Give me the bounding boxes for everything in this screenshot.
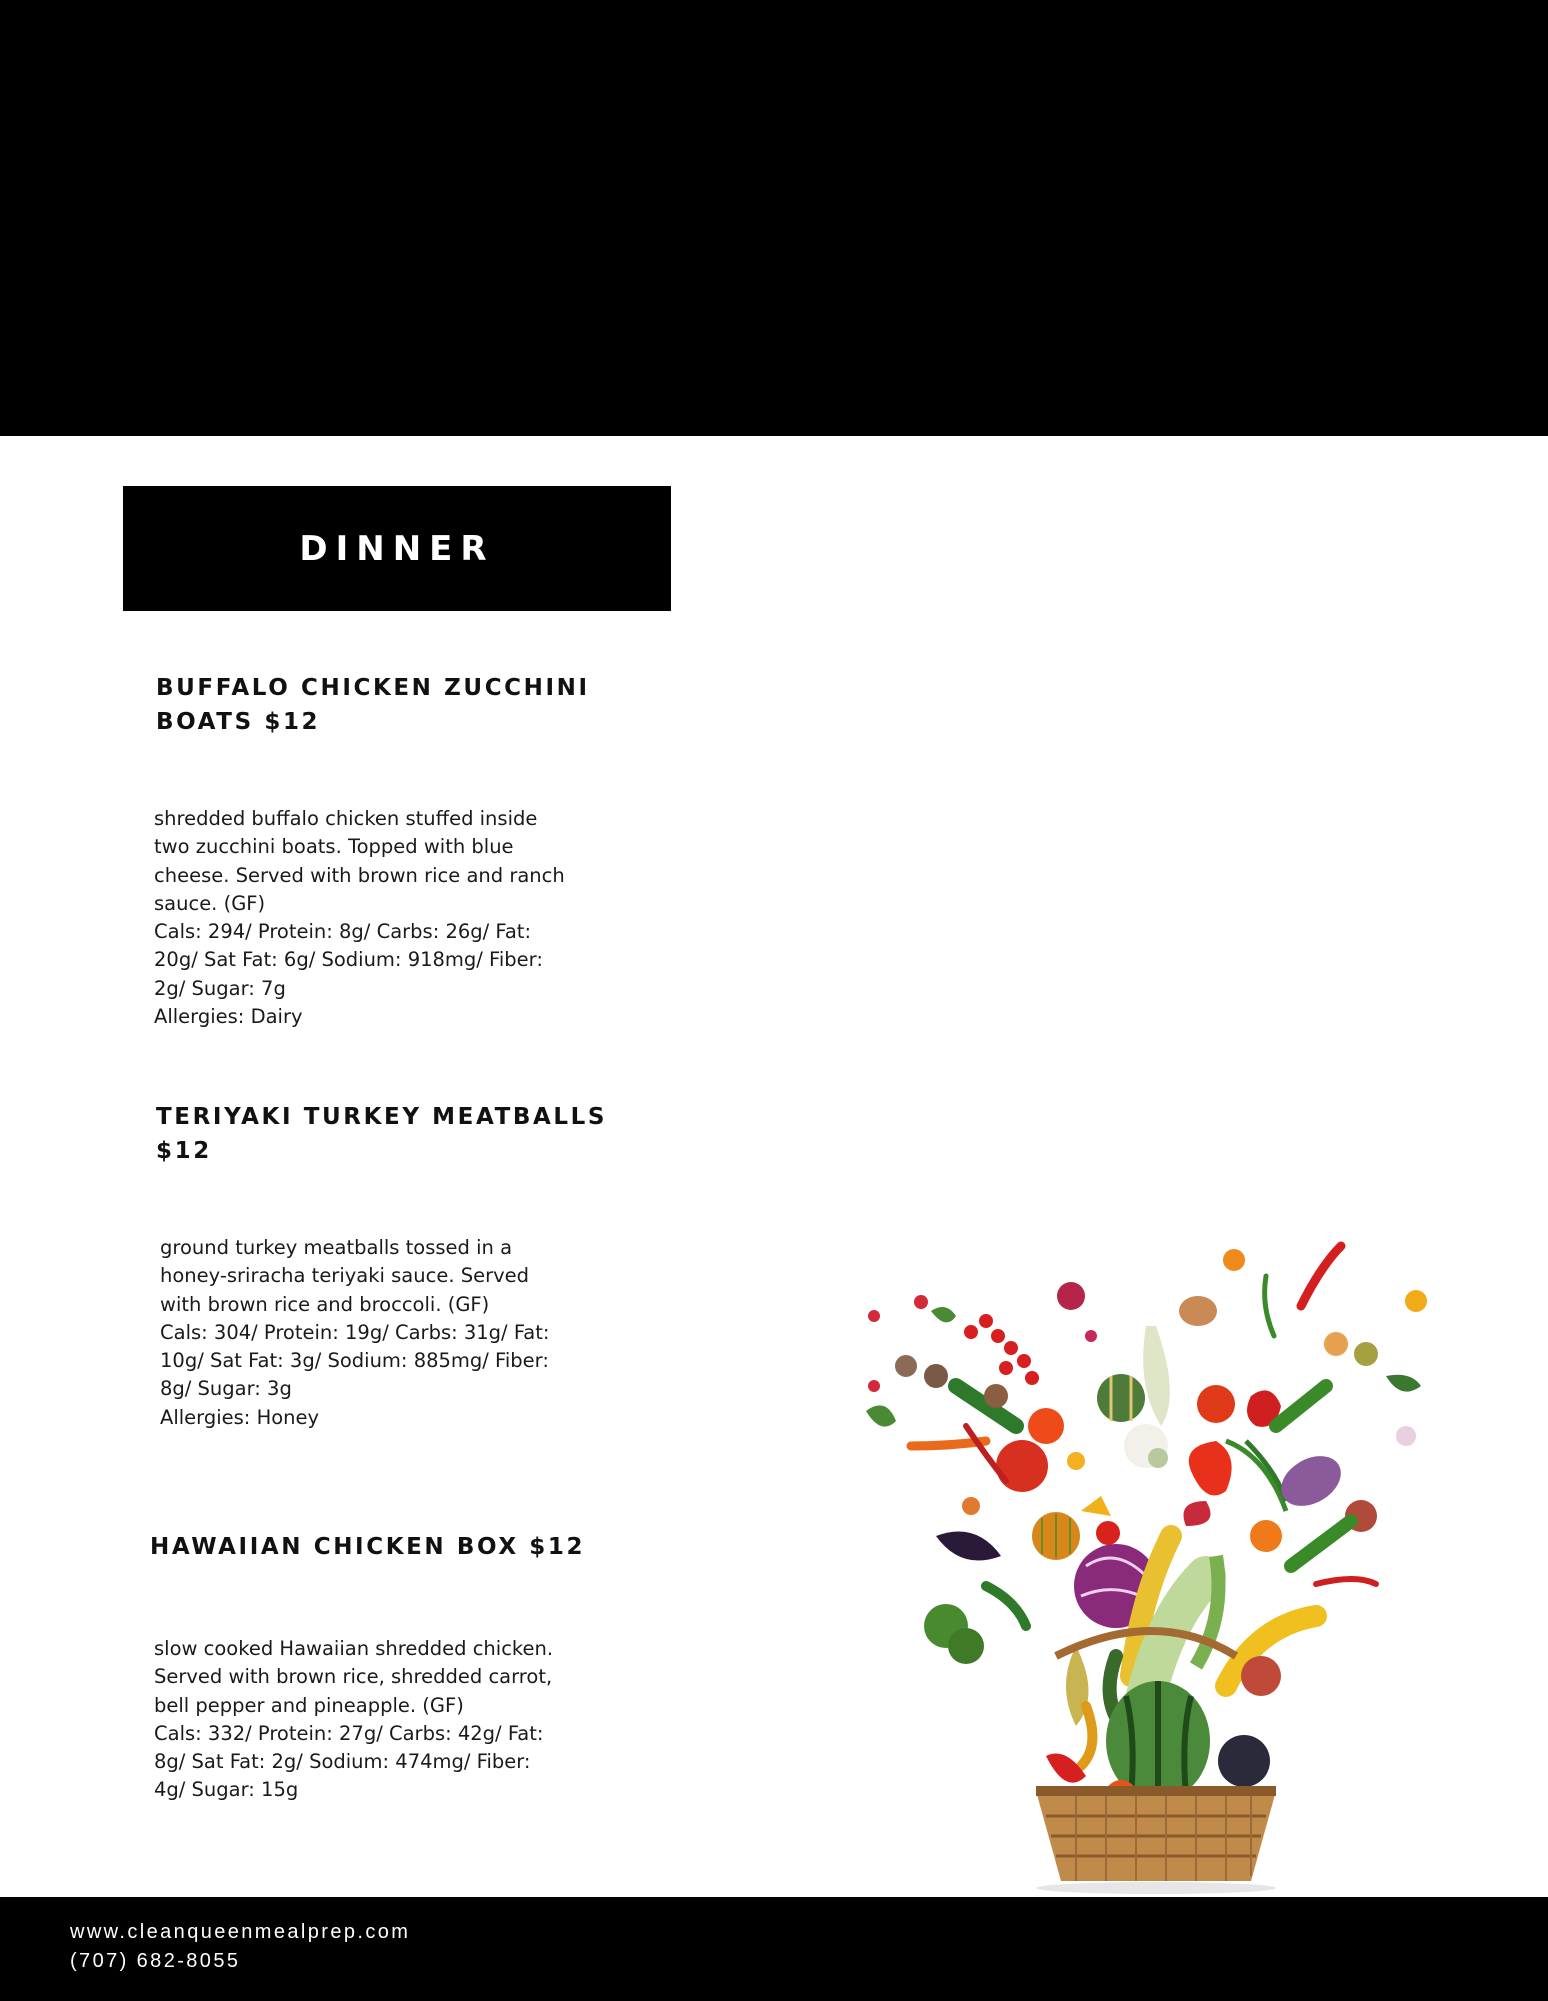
nutrition-line: Cals: 304/ Protein: 19g/ Carbs: 31g/ Fat: xyxy=(160,1320,550,1344)
basket-produce-icon xyxy=(1046,1536,1316,1815)
menu-item-title-line: BOATS $12 xyxy=(156,709,321,735)
nutrition-line: 8g/ Sat Fat: 2g/ Sodium: 474mg/ Fiber: xyxy=(154,1750,531,1774)
description-line: ground turkey meatballs tossed in a xyxy=(160,1236,513,1259)
allergies-line: Allergies: Dairy xyxy=(154,1005,303,1029)
description-line: Served with brown rice, shredded carrot, xyxy=(154,1665,553,1689)
menu-item-description xyxy=(154,1635,634,1805)
menu-item-title xyxy=(150,1530,670,1564)
menu-item-description xyxy=(154,805,634,1031)
description-line: bell pepper and pineapple. (GF) xyxy=(154,1693,464,1717)
description-line: cheese. Served with brown rice and ranch xyxy=(154,863,565,887)
section-title: DINNER xyxy=(123,486,671,611)
menu-item-title-line: HAWAIIAN CHICKEN BOX $12 xyxy=(150,1534,586,1560)
nutrition-line: 10g/ Sat Fat: 3g/ Sodium: 885mg/ Fiber: xyxy=(160,1349,549,1373)
nutrition-line: Cals: 294/ Protein: 8g/ Carbs: 26g/ Fat: xyxy=(154,920,532,944)
menu-item-description xyxy=(160,1234,640,1432)
nutrition-line: 8g/ Sugar: 3g xyxy=(160,1377,292,1401)
description-line: with brown rice and broccoli. (GF) xyxy=(160,1292,490,1316)
menu-item-title-line: $12 xyxy=(156,1138,212,1164)
nutrition-line: Cals: 332/ Protein: 27g/ Carbs: 42g/ Fat: xyxy=(154,1721,544,1745)
allergies-line: Allergies: Honey xyxy=(160,1405,320,1429)
footer-band xyxy=(0,1897,1548,2001)
description-line: shredded buffalo chicken stuffed inside xyxy=(154,807,538,830)
vegetable-basket-image xyxy=(846,1236,1481,1896)
menu-item-title-line: TERIYAKI TURKEY MEATBALLS xyxy=(156,1104,608,1130)
description-line: honey-sriracha teriyaki sauce. Served xyxy=(160,1264,530,1288)
menu-item-title xyxy=(156,671,636,739)
phone-number[interactable]: (707) 682-8055 xyxy=(70,1950,241,1972)
nutrition-line: 20g/ Sat Fat: 6g/ Sodium: 918mg/ Fiber: xyxy=(154,948,543,972)
header-band xyxy=(0,0,1548,436)
nutrition-line: 4g/ Sugar: 15g xyxy=(154,1778,299,1802)
description-line: sauce. (GF) xyxy=(154,891,266,915)
description-line: two zucchini boats. Topped with blue xyxy=(154,835,514,859)
nutrition-line: 2g/ Sugar: 7g xyxy=(154,976,286,1000)
description-line: slow cooked Hawaiian shredded chicken. xyxy=(154,1637,554,1660)
menu-item-title xyxy=(156,1100,656,1168)
menu-item-title-line: BUFFALO CHICKEN ZUCCHINI xyxy=(156,675,590,701)
website-link[interactable]: www.cleanqueenmealprep.com xyxy=(70,1921,411,1943)
